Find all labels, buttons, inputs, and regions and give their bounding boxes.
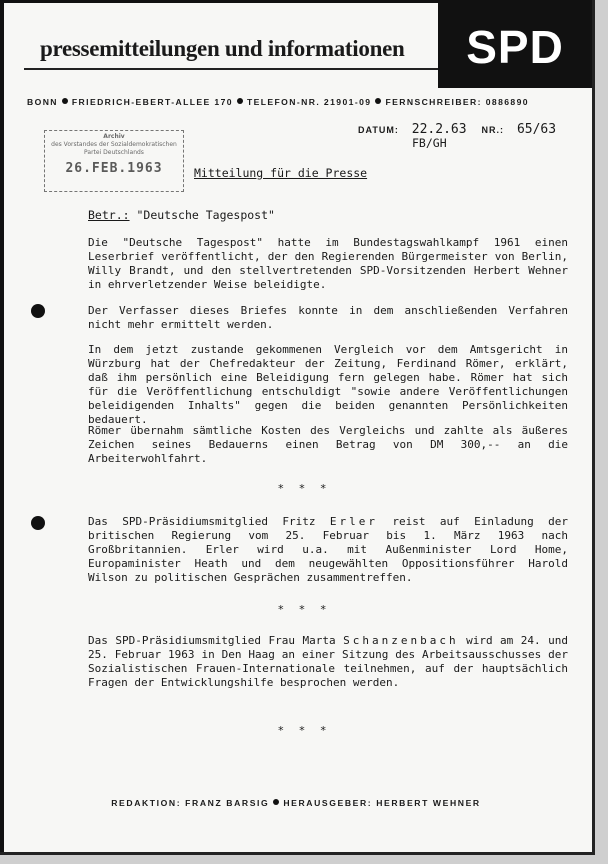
footer-redaktion: REDAKTION: FRANZ BARSIG (111, 798, 270, 808)
stamp-date: 26.FEB.1963 (65, 161, 163, 176)
separator-1: * * * (277, 482, 331, 495)
erler-before: Das SPD-Präsidiumsmitglied Fritz (88, 515, 316, 528)
paragraph-4: Römer übernahm sämtliche Kosten des Vergleichs und zahlte als äußeres Zeichen seines Bedauerns einen Betrag von DM 300,-- an die Arbeiterwohlfahrt. (88, 424, 568, 465)
stamp-line-partei: Partei Deutschlands (84, 149, 144, 156)
heading: Mitteilung für die Presse (194, 166, 368, 180)
separator-2: * * * (277, 603, 331, 616)
bullet-icon (62, 98, 68, 104)
initials: FB/GH (412, 136, 447, 150)
paragraph-1: Die "Deutsche Tagespost" hatte im Bundestagswahlkampf 1961 einen Leserbrief veröffentlicht, der den Regierenden Bürgermeister von Berlin, Willy Brandt, und den stellvertretenden SPD-Vorsitzenden Herbert Wehner in ehrverletzender Weise beleidigte. (88, 236, 568, 291)
subject-text: "Deutsche Tagespost" (136, 208, 275, 222)
punch-hole-icon (31, 516, 45, 530)
bullet-icon (237, 98, 243, 104)
datum-value: 22.2.63 (411, 122, 467, 137)
paragraph-schanzenbach (88, 634, 568, 690)
stamp-line-vorstand: des Vorstandes der Sozialdemokratischen (51, 141, 177, 148)
schanzenbach-after: wird am 24. und 25. Februar 1963 in Den Haag an einer Sitzung des Arbeitsausschusses der Sozialistischen Frauen-Internationale teilnehmen, auf der hauptsächlich Fragen der Entwicklungshilfe besprochen werden. (88, 634, 568, 689)
nr-value: 65/63 (516, 122, 557, 137)
bullet-icon (273, 799, 279, 805)
address-telex: FERNSCHREIBER: 0886890 (385, 97, 529, 107)
date-block (358, 122, 556, 137)
schanzenbach-name: Schanzenbach (343, 634, 459, 647)
address-phone: TELEFON-NR. 21901-09 (246, 97, 372, 107)
datum-label: DATUM: (358, 125, 399, 135)
archive-stamp (44, 130, 184, 192)
paragraph-erler (88, 515, 568, 585)
address-street: FRIEDRICH-EBERT-ALLEE 170 (71, 97, 233, 107)
stamp-line-archiv: Archiv (103, 133, 125, 140)
title-rule (24, 68, 438, 70)
subject-line (88, 208, 275, 222)
address-city: BONN (27, 97, 58, 107)
spd-logo: SPD (438, 0, 592, 88)
footer (0, 798, 592, 808)
subject-label: Betr.: (88, 208, 130, 222)
separator-3: * * * (277, 724, 331, 737)
paragraph-2: Der Verfasser dieses Briefes konnte in dem anschließenden Verfahren nicht mehr ermittelt werden. (88, 304, 568, 331)
bullet-icon (375, 98, 381, 104)
erler-name: Erler (329, 515, 378, 528)
schanzenbach-before: Das SPD-Präsidiumsmitglied Frau Marta (88, 634, 336, 647)
paragraph-3: In dem jetzt zustande gekommenen Vergleich vor dem Amtsgericht in Würzburg hat der Chefredakteur der Zeitung, Ferdinand Römer, erklärt, daß ihm persönlich eine Beleidigung fern gelegen habe. Römer hat sich für die Veröffentlichung entschuldigt "sowie andere Veröffentlichungen beleidigenden Inhalts" gegen die beiden genannten Persönlichkeiten bedauert. (88, 343, 568, 426)
punch-hole-icon (31, 304, 45, 318)
header-title: pressemitteilungen und informationen (40, 36, 405, 61)
erler-after: reist auf Einladung der britischen Regierung vom 25. Februar bis 1. März 1963 nach Großbritannien. Erler wird u.a. mit Außenminister Lord Home, Europaminister Heath und dem neugewählten Oppositionsführer Harold Wilson zu politischen Gesprächen zusammentreffen. (88, 515, 568, 584)
address-line (27, 97, 587, 107)
footer-herausgeber: HERAUSGEBER: HERBERT WEHNER (283, 798, 481, 808)
nr-label: NR.: (481, 125, 504, 135)
